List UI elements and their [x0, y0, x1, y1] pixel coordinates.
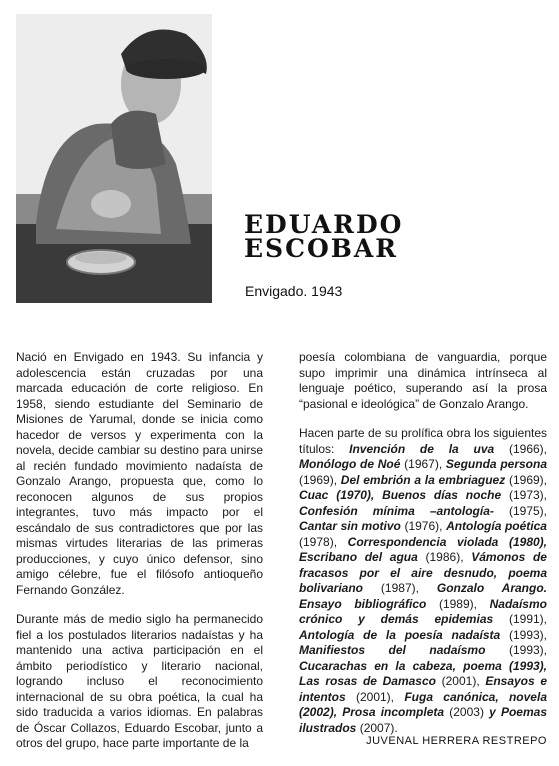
work-title: Nadaísmo crónico y demás epidemias — [299, 596, 547, 626]
work-year: (1991), — [493, 612, 548, 626]
work-title: Ensayos e intentos — [299, 674, 547, 704]
work-year: (1976), — [400, 519, 447, 533]
left-column — [16, 350, 263, 766]
work-year: (1969), — [299, 472, 341, 487]
work-year: (2001), — [436, 674, 486, 688]
work-year: (1989), — [426, 596, 490, 611]
work-title: Manifiestos del nadaísmo — [299, 643, 486, 657]
work-year: (1986), — [417, 550, 472, 564]
work-title: Correspondencia violada (1980), Escribano del agua — [299, 534, 548, 564]
author-portrait-photo — [16, 14, 212, 303]
portrait-photo-icon — [16, 14, 212, 303]
works-intro: Hacen parte de su prolífica obra los siguientes títulos: — [299, 426, 547, 456]
work-year: (1993), — [500, 627, 547, 642]
work-title: Monólogo de Noé — [299, 457, 401, 471]
work-title: Confesión mínima –antología- — [299, 503, 494, 518]
work-title: Invención de la uva — [349, 441, 495, 456]
work-year: (1993), — [485, 643, 547, 657]
author-name — [244, 210, 544, 263]
author-name-line1: EDUARDO — [244, 210, 404, 239]
work-title: Gonzalo Arango. Ensayo bibliográfico — [299, 581, 547, 611]
birth-place-year: Envigado. 1943 — [245, 283, 343, 299]
work-title: Vámonos de fracasos por el aire desnudo, poema bolivariano — [299, 550, 547, 595]
work-title: Cuac (1970), Buenos días noche — [299, 488, 502, 502]
bio-paragraph-2: Durante más de medio siglo ha permanecido fiel a los postulados literarios nadaístas y ha mantenido una activa participación en el ámbito periodístico y literario nacional, logrando incluso el reconocimiento internacional de su obra poética, la cual ha sido traducida a varios idiomas. En palabras de Óscar Collazos, Eduardo Escobar, junto a otros del grupo, hace parte importante de la — [16, 612, 263, 750]
work-title: Segunda persona — [445, 457, 547, 471]
work-title: Cucarachas en la cabeza, poema (1993), Las rosas de Damasco — [299, 658, 547, 688]
work-title: Cantar sin motivo — [299, 519, 401, 533]
work-year: (2001), — [345, 689, 405, 704]
work-year: (1967), — [400, 457, 446, 471]
work-title: y Poemas ilustrados — [299, 705, 547, 735]
bio-paragraph-1: Nació en Envigado en 1943. Su infancia y adolescencia están cruzadas por una marcada educación de corte religioso. En 1958, siendo estudiante del Seminario de Misiones de Yarumal, donde se inicia como hacedor de versos y experimenta con la novela, decide cambiar su destino para unirse al recién fundado movimiento nadaísta de Gonzalo Arango, propuesta que, como lo reconocen algunos de sus propios integrantes, tuvo más impacto por el escándalo de sus contradictores que por las mismas virtudes literarias de las primeras producciones, y cuyo único defensor, sino amigo célebre, fue el filósofo antioqueño Fernando González. — [16, 350, 263, 597]
work-title: Antología poética — [446, 519, 547, 533]
work-year: (1987), — [363, 581, 437, 595]
work-title: Fuga canónica, novela (2002), Prosa incompleta — [299, 689, 547, 719]
work-year: (2007). — [356, 720, 398, 735]
right-column — [299, 350, 547, 750]
work-year: (1969), — [505, 472, 548, 487]
work-title: Del embrión a la embriaguez — [340, 472, 506, 487]
work-title: Antología de la poesía nadaísta — [299, 627, 501, 642]
work-year: (2003) — [444, 705, 490, 719]
bio-paragraph-3: poesía colombiana de vanguardia, porque supo imprimir una dinámica intrínseca al lenguaje poético, superando así la prosa “pasional e ideológica” de Gonzalo Arango. — [299, 350, 547, 411]
work-year: (1966), — [494, 441, 548, 456]
photo-credit: JUVENAL HERRERA RESTREPO — [366, 735, 547, 747]
author-name-line2: ESCOBAR — [244, 234, 399, 263]
works-paragraph — [299, 426, 547, 736]
work-year: (1978), — [299, 534, 348, 549]
work-year: (1975), — [493, 503, 547, 518]
works-list — [299, 442, 547, 735]
work-year: (1973), — [501, 488, 547, 502]
